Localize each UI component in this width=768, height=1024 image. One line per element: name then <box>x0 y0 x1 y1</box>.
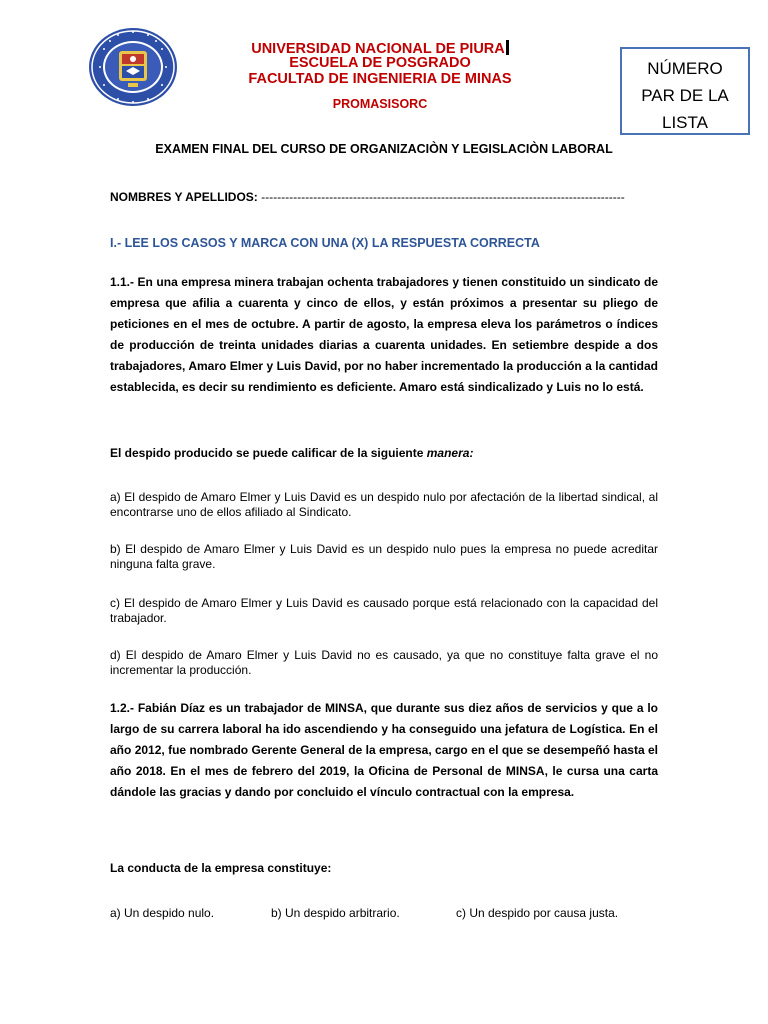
number-box-line2: PAR DE LA <box>641 86 729 105</box>
case-2-text: 1.2.- Fabián Díaz es un trabajador de MINSA, que durante sus diez años de servicios y que a lo largo de su carrera laboral ha ido ascendiendo y ha conseguido una jefatura de Logística. En el año 2012, fue nombrado Gerente General de la empresa, cargo en el que se desempeñó hasta el año 2018. En el mes de febrero del 2019, la Oficina de Personal de MINSA, le cursa una carta dándole las gracias y dando por concluido el vínculo contractual con la empresa. <box>110 701 658 799</box>
case-1-option-d[interactable]: d) El despido de Amaro Elmer y Luis David no es causado, ya que no constituye falta grave el no incrementar la producción. <box>110 648 658 677</box>
list-number-box <box>620 47 750 135</box>
case-1-option-b[interactable]: b) El despido de Amaro Elmer y Luis David es un despido nulo pues la empresa no puede acreditar ninguna falta grave. <box>110 542 658 571</box>
number-box-line3: LISTA <box>662 113 708 132</box>
case-2-question: La conducta de la empresa constituye: <box>110 861 332 875</box>
names-blank-line: ------------------------------------------------------------------------------------------- <box>261 190 625 204</box>
text-cursor <box>506 40 509 55</box>
number-box-line1: NÚMERO <box>647 59 723 78</box>
school-name: ESCUELA DE POSGRADO <box>289 55 471 71</box>
exam-title: EXAMEN FINAL DEL CURSO DE ORGANIZACIÒN Y LEGISLACIÒN LABORAL <box>155 142 613 156</box>
case-1-question <box>110 443 658 464</box>
case-1-question-emphasis: manera: <box>426 446 474 460</box>
names-label: NOMBRES Y APELLIDOS: <box>110 190 258 204</box>
case-1-option-c[interactable]: c) El despido de Amaro Elmer y Luis David es causado porque está relacionado con la capacidad del trabajador. <box>110 596 658 625</box>
case-1-question-text: El despido producido se puede calificar de la siguiente <box>110 446 424 460</box>
names-field <box>110 190 658 204</box>
program-name: PROMASISORC <box>332 97 428 111</box>
case-1-option-a[interactable]: a) El despido de Amaro Elmer y Luis David es un despido nulo por afectación de la libertad sindical, al encontrarse uno de ellos afiliado al Sindicato. <box>110 490 658 519</box>
case-2-option-b[interactable]: b) Un despido arbitrario. <box>271 906 400 920</box>
case-2-option-c[interactable]: c) Un despido por causa justa. <box>456 906 619 920</box>
faculty-name: FACULTAD DE INGENIERIA DE MINAS <box>248 71 512 87</box>
case-2-option-a[interactable]: a) Un despido nulo. <box>110 906 215 920</box>
university-name-text: UNIVERSIDAD NACIONAL DE PIURA <box>251 41 505 57</box>
university-seal-logo <box>88 27 178 107</box>
section-heading: I.- LEE LOS CASOS Y MARCA CON UNA (X) LA RESPUESTA CORRECTA <box>110 236 540 250</box>
case-1-text: 1.1.- En una empresa minera trabajan ochenta trabajadores y tienen constituido un sindicato de empresa que afilia a cuarenta y cinco de ellos, y están próximos a presentar su pliego de peticiones en el mes de octubre. A partir de agosto, la empresa eleva los parámetros o índices de producción de treinta unidades diarias a cuarenta unidades. En setiembre despide a dos trabajadores, Amaro Elmer y Luis David, por no haber incrementado la producción a la cantidad establecida, es decir su rendimiento es deficiente. Amaro está sindicalizado y Luis no lo está. <box>110 275 658 394</box>
